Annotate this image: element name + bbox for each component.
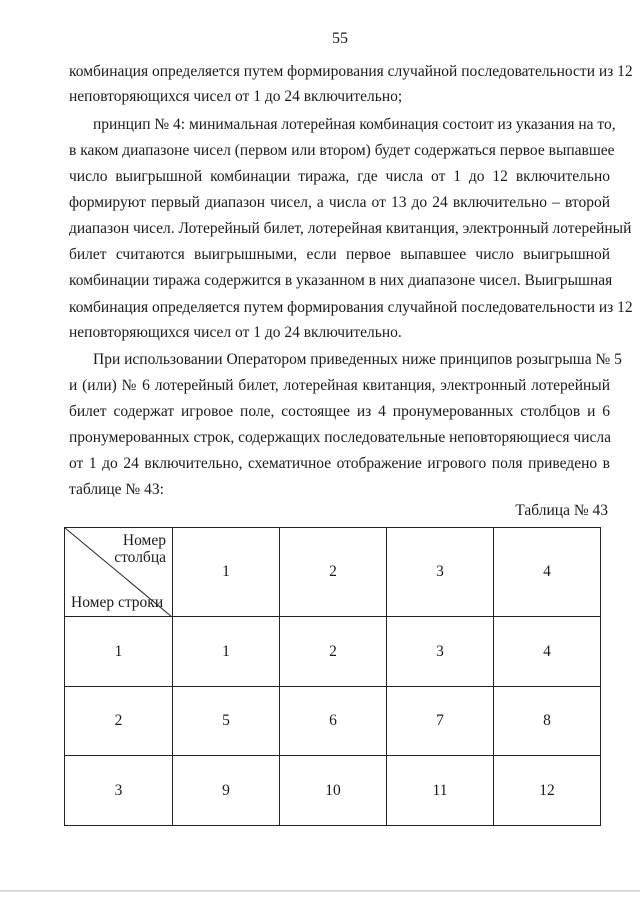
text-line: в каком диапазоне чисел (первом или втором) будет содержаться первое выпавшее [69, 142, 615, 159]
table-cell: 6 [280, 687, 387, 756]
text-line: таблице № 43: [69, 481, 164, 498]
column-number-header [114, 532, 166, 566]
table-cell: 11 [387, 756, 494, 826]
game-field-table [64, 527, 601, 826]
text-line: пронумерованных строк, содержащих последовательные неповторяющиеся числа [69, 429, 611, 446]
column-header: 3 [387, 528, 494, 617]
column-header: 4 [494, 528, 601, 617]
table-cell: 4 [494, 617, 601, 687]
table-cell: 3 [387, 617, 494, 687]
table-row [65, 756, 601, 826]
text-line: диапазон чисел. Лотерейный билет, лотерейная квитанция, электронный лотерейный [69, 220, 632, 237]
text-line: неповторяющихся чисел от 1 до 24 включительно; [69, 88, 403, 105]
table-cell: 12 [494, 756, 601, 826]
table-cell: 10 [280, 756, 387, 826]
table-caption: Таблица № 43 [515, 502, 608, 519]
text-line: При использовании Оператором приведенных ниже принципов розыгрыша № 5 [93, 351, 622, 368]
text-line: неповторяющихся чисел от 1 до 24 включительно. [69, 324, 402, 341]
row-number-header: Номер строки [71, 594, 164, 611]
row-label: 3 [65, 756, 173, 826]
table-cell: 8 [494, 687, 601, 756]
text-line: комбинация определяется путем формирования случайной последовательности из 12 [69, 63, 633, 80]
column-header: 2 [280, 528, 387, 617]
column-header: 1 [173, 528, 280, 617]
table-header-row [65, 528, 601, 617]
text-line: комбинации тиража содержится в указанном в них диапазоне чисел. Выигрышная [69, 272, 613, 289]
text-line: от 1 до 24 включительно, схематичное отображение игрового поля приведено в [69, 455, 610, 472]
table-row [65, 617, 601, 687]
page-edge-divider [0, 890, 640, 892]
text-line: и (или) № 6 лотерейный билет, лотерейная квитанция, электронный лотерейный [69, 377, 610, 394]
text-line: комбинация определяется путем формирования случайной последовательности из 12 [69, 299, 633, 316]
column-header-line: Номер [122, 532, 166, 549]
corner-header-cell [65, 528, 173, 617]
text-line: билет считаются выигрышными, если первое выпавшее число выигрышной [69, 246, 610, 263]
table-cell: 7 [387, 687, 494, 756]
text-line: принцип № 4: минимальная лотерейная комбинация состоит из указания на то, [93, 116, 616, 133]
column-header-line: столбца [114, 549, 166, 566]
table-row [65, 687, 601, 756]
table-cell: 2 [280, 617, 387, 687]
row-label: 2 [65, 687, 173, 756]
row-label: 1 [65, 617, 173, 687]
table-cell: 5 [173, 687, 280, 756]
table-cell: 1 [173, 617, 280, 687]
text-line: формируют первый диапазон чисел, а числа от 13 до 24 включительно – второй [69, 194, 610, 211]
table-cell: 9 [173, 756, 280, 826]
text-line: билет содержат игровое поле, состоящее из 4 пронумерованных столбцов и 6 [69, 403, 610, 420]
text-line: число выигрышной комбинации тиража, где числа от 1 до 12 включительно [69, 168, 610, 185]
page-number: 55 [332, 30, 348, 47]
